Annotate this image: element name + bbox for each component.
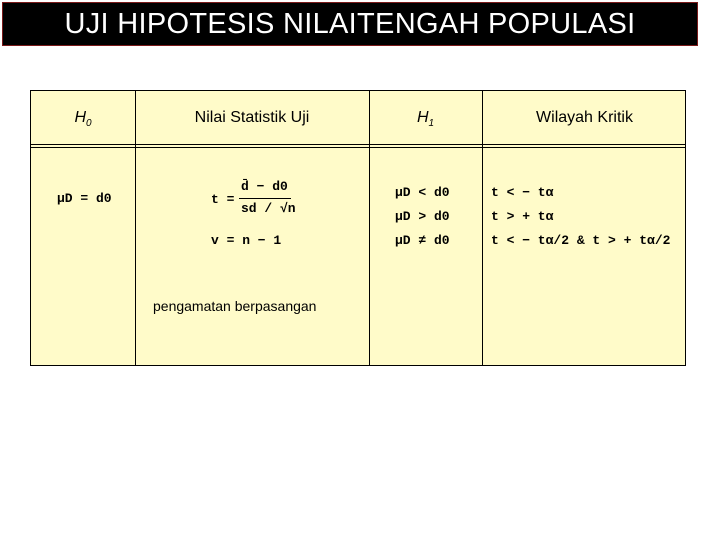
critical-greater: t > + tα (491, 209, 554, 224)
header-divider (31, 144, 685, 145)
header-test-statistic: Nilai Statistik Uji (194, 109, 310, 126)
t-lhs: t = (211, 192, 235, 207)
paired-observations-note: pengamatan berpasangan (153, 298, 317, 314)
h1-less: μD < d0 (395, 185, 450, 200)
column-divider (369, 91, 370, 365)
column-divider (135, 91, 136, 365)
column-divider (482, 91, 483, 365)
h1-not-equal: μD ≠ d0 (395, 233, 450, 248)
header-critical-region: Wilayah Kritik (536, 109, 633, 126)
critical-two-sided: t < − tα/2 & t > + tα/2 (491, 233, 671, 248)
header-divider-double (31, 147, 685, 148)
critical-less: t < − tα (491, 185, 554, 200)
page-title: UJI HIPOTESIS NILAITENGAH POPULASI (64, 8, 636, 40)
title-bar (2, 2, 698, 46)
numerator: d̄ − d0 (241, 179, 288, 194)
denominator: sd / √n (241, 201, 296, 216)
header-h1: $H_1$ (416, 109, 435, 130)
fraction-bar (239, 198, 291, 199)
hypothesis-table (30, 90, 686, 366)
h1-greater: μD > d0 (395, 209, 450, 224)
degrees-of-freedom: v = n − 1 (211, 233, 282, 248)
header-h0: $H_0$ (74, 109, 92, 130)
h0-formula: μD = d0 (57, 191, 112, 206)
